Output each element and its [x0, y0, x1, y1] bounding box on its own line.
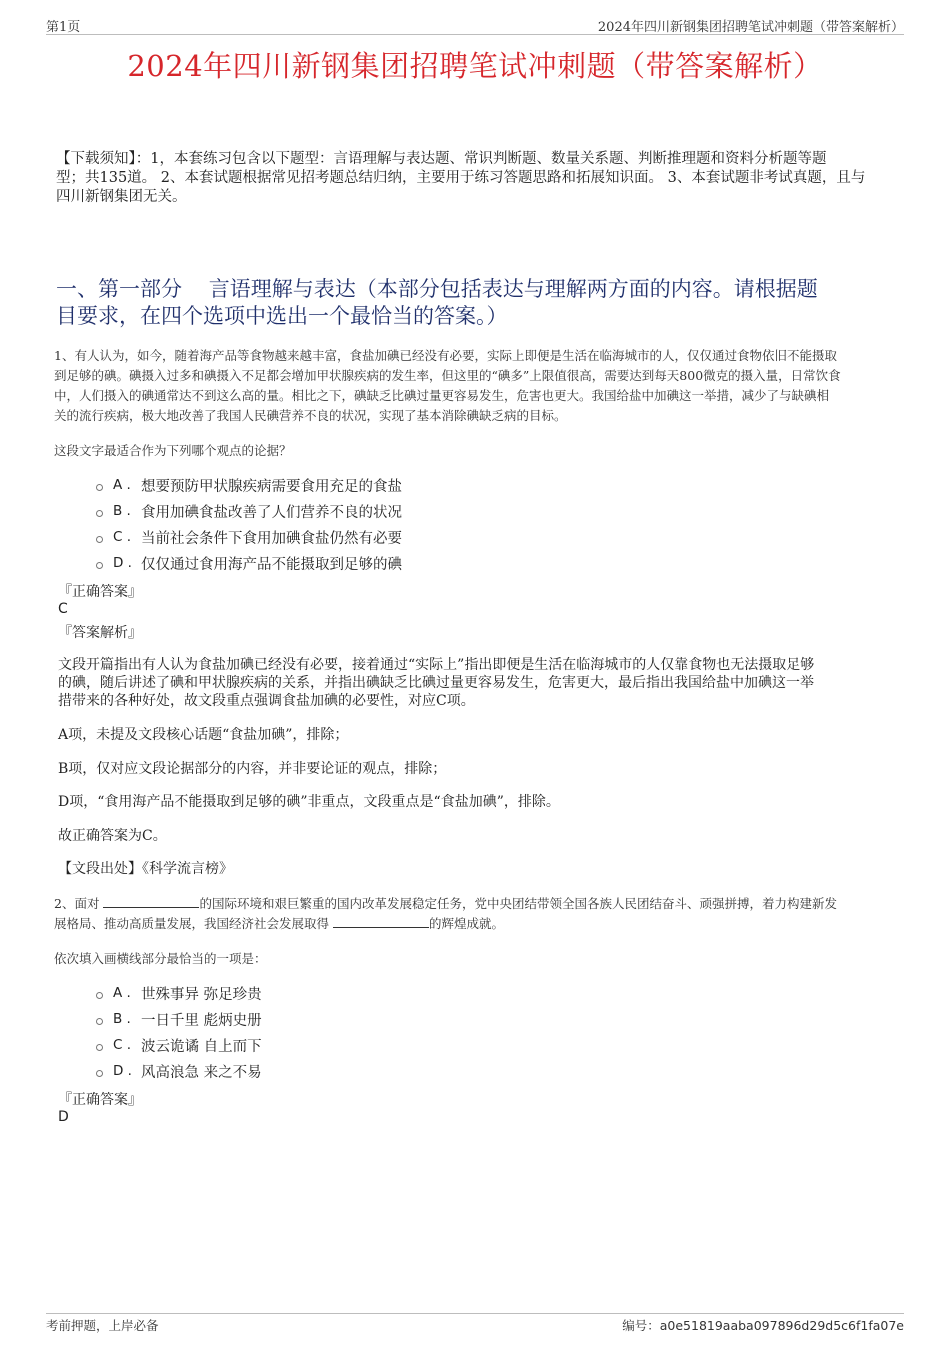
correct-answer: C [58, 601, 68, 617]
analysis-option-a: A项，未提及文段核心话题“食盐加碘”，排除； [58, 727, 349, 743]
notice-line: 型；共135道。 2、本套试题根据常见招考题总结归纳，主要用于练习答题思路和拓展知识面。 3、本套试题非考试真题，且与 [56, 170, 866, 186]
page-footer [46, 1313, 904, 1333]
question-1-prompt: 这段文字最适合作为下列哪个观点的论据？ [54, 443, 292, 458]
question-line: 关的流行疾病，极大地改善了我国人民碘营养不良的状况，实现了基本消除碘缺乏病的目标。 [54, 408, 567, 423]
option-c[interactable]: C . 波云诡谲 自上而下 [96, 1032, 262, 1058]
section-heading [56, 276, 898, 330]
option-b[interactable]: B . 一日千里 彪炳史册 [96, 1006, 262, 1032]
question-2-options [96, 980, 262, 1084]
option-d[interactable]: D . 仅仅通过食用海产品不能摄取到足够的碘 [96, 550, 402, 576]
question-line: 中，人们摄入的碘通常达不到这么高的量。相比之下，碘缺乏比碘过量更容易发生，危害也更大。我国给盐中加碘这一举措，减少了与缺碘相 [54, 388, 830, 403]
notice-line: 四川新钢集团无关。 [56, 189, 187, 205]
document-title: 2024年四川新钢集团招聘笔试冲刺题（带答案解析） [127, 49, 823, 83]
question-line: 到足够的碘。碘摄入过多和碘摄入不足都会增加甲状腺疾病的发生率，但这里的“碘多”上限值很高，需要达到每天800微克的摄入量，日常饮食 [54, 368, 841, 383]
analysis-conclusion: 故正确答案为C。 [58, 828, 167, 844]
correct-answer-label: 『正确答案』 [58, 1092, 142, 1108]
fill-blank [103, 895, 199, 908]
option-b[interactable]: B . 食用加碘食盐改善了人们营养不良的状况 [96, 498, 402, 524]
question-1-options [96, 472, 402, 576]
option-d[interactable]: D . 风高浪急 来之不易 [96, 1058, 262, 1084]
footer-code: 编号：a0e51819aaba097896d29d5c6f1fa07e [622, 1318, 904, 1333]
question-line: 展格局、推动高质量发展，我国经济社会发展取得 的辉煌成就。 [54, 916, 504, 931]
question-line: 2、面对 的国际环境和艰巨繁重的国内改革发展稳定任务，党中央团结带领全国各族人民团结奋斗、顽强拼搏，着力构建新发 [54, 896, 837, 911]
question-1-text [54, 346, 899, 426]
question-2-prompt: 依次填入画横线部分最恰当的一项是： [54, 951, 267, 966]
question-line: 1、有人认为，如今，随着海产品等食物越来越丰富，食盐加碘已经没有必要，实际上即便是生活在临海城市的人，仅仅通过食物依旧不能摄取 [54, 348, 837, 363]
radio-icon[interactable] [96, 510, 103, 517]
radio-icon[interactable] [96, 992, 103, 999]
radio-icon[interactable] [96, 1044, 103, 1051]
analysis-option-b: B项，仅对应文段论据部分的内容，并非要论证的观点，排除； [58, 761, 447, 777]
analysis-text: 文段开篇指出有人认为食盐加碘已经没有必要，接着通过“实际上”指出即便是生活在临海城市的人仅靠食物也无法摄取足够 的碘，随后讲述了碘和甲状腺疾病的关系，并指出碘缺乏比碘过量更容易发生，危害更大，最后指出我国给盐中加碘这一举 措带来的各种好处，故文段重点强调食盐加碘的必要性，对应C项。 [58, 657, 815, 709]
download-notice [56, 150, 898, 207]
section-heading-line: 一、第一部分 言语理解与表达（本部分包括表达与理解两方面的内容。请根据题 [56, 277, 818, 301]
correct-answer-label: 『正确答案』 [58, 584, 142, 600]
radio-icon[interactable] [96, 562, 103, 569]
page-header [46, 14, 904, 35]
correct-answer: D [58, 1109, 69, 1125]
option-c[interactable]: C . 当前社会条件下食用加碘食盐仍然有必要 [96, 524, 402, 550]
notice-line: 【下载须知】：1，本套练习包含以下题型：言语理解与表达题、常识判断题、数量关系题、判断推理题和资料分析题等题 [56, 151, 827, 167]
text-source: 【文段出处】《科学流言榜》 [58, 861, 233, 877]
analysis-label: 『答案解析』 [58, 625, 142, 641]
radio-icon[interactable] [96, 536, 103, 543]
section-heading-line: 目要求，在四个选项中选出一个最恰当的答案。） [56, 304, 508, 328]
page-number: 第1页 [46, 20, 81, 35]
option-a[interactable]: A . 想要预防甲状腺疾病需要食用充足的食盐 [96, 472, 402, 498]
radio-icon[interactable] [96, 484, 103, 491]
fill-blank [333, 915, 429, 928]
radio-icon[interactable] [96, 1018, 103, 1025]
header-doc-title: 2024年四川新钢集团招聘笔试冲刺题（带答案解析） [597, 20, 904, 35]
option-a[interactable]: A . 世殊事异 弥足珍贵 [96, 980, 262, 1006]
footer-slogan: 考前押题，上岸必备 [46, 1318, 159, 1333]
analysis-option-d: D项，“食用海产品不能摄取到足够的碘”非重点，文段重点是“食盐加碘”，排除。 [58, 794, 560, 810]
radio-icon[interactable] [96, 1070, 103, 1077]
question-2-text [54, 894, 899, 934]
